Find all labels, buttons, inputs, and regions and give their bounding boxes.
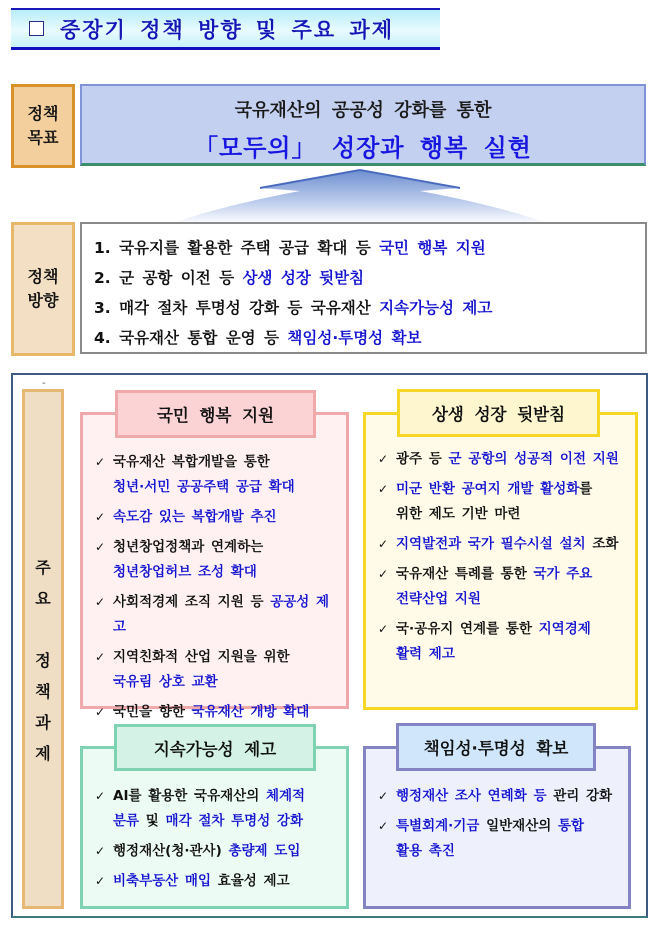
tasks-dot: - bbox=[42, 378, 46, 389]
task-highlight: 공공성 제고 bbox=[113, 594, 330, 635]
task-item-text bbox=[113, 505, 277, 530]
check-icon: ✓ bbox=[95, 455, 106, 469]
check-icon: ✓ bbox=[95, 844, 106, 858]
task-text: 를 bbox=[579, 481, 593, 497]
task-item-text bbox=[396, 784, 612, 809]
task-item-text bbox=[113, 475, 295, 500]
direction-text: 3. 매각 절차 투명성 강화 등 국유재산 bbox=[94, 299, 380, 317]
task-item bbox=[95, 450, 340, 500]
task-text: 위한 제도 기반 마련 bbox=[396, 506, 521, 522]
task-highlight: 전략산업 지원 bbox=[396, 591, 481, 607]
check-icon: ✓ bbox=[95, 510, 106, 524]
task-item-text bbox=[396, 532, 618, 557]
direction-text: 1. 국유지를 활용한 주택 공급 확대 등 bbox=[94, 239, 380, 257]
page-title: 중장기 정책 방향 및 주요 과제 bbox=[60, 17, 394, 42]
card-growth bbox=[363, 412, 638, 710]
up-arrow-icon bbox=[170, 168, 550, 224]
goal-box bbox=[80, 84, 646, 166]
task-highlight: 활력 제고 bbox=[396, 646, 455, 662]
task-item-text bbox=[113, 869, 290, 894]
task-item-text bbox=[396, 839, 455, 864]
check-icon: ✓ bbox=[95, 789, 106, 803]
task-item bbox=[378, 784, 622, 809]
card-sustain-list bbox=[95, 784, 340, 899]
task-item bbox=[95, 700, 340, 725]
task-item bbox=[378, 447, 629, 472]
check-icon bbox=[95, 670, 113, 695]
task-highlight: 국유림 상호 교환 bbox=[113, 674, 218, 690]
tasks-label-char: 요 bbox=[35, 589, 51, 608]
task-item-text bbox=[113, 645, 290, 670]
tasks-label-char: 주 bbox=[35, 558, 51, 577]
card-account-list bbox=[378, 784, 622, 869]
task-text: 지역친화적 산업 지원을 위한 bbox=[113, 649, 290, 665]
direction-highlight: 상생 성장 뒷받침 bbox=[242, 269, 365, 287]
task-item-text bbox=[113, 590, 340, 640]
section-title-bar bbox=[11, 8, 440, 50]
goal-label bbox=[11, 84, 75, 168]
task-highlight: 미군 반환 공여지 개발 활성화 bbox=[396, 481, 580, 497]
card-welfare-list bbox=[95, 450, 340, 730]
check-icon: ✓ bbox=[378, 789, 389, 803]
check-icon: ✓ bbox=[378, 482, 389, 496]
task-text: 국유재산 특례를 통한 bbox=[396, 566, 534, 582]
check-icon bbox=[95, 560, 113, 585]
task-item-text bbox=[396, 562, 592, 587]
direction-label bbox=[11, 222, 75, 356]
task-highlight: 지역경제 bbox=[538, 621, 591, 637]
check-icon bbox=[378, 587, 396, 612]
task-highlight: 속도감 있는 복합개발 추진 bbox=[113, 509, 277, 525]
task-item-text bbox=[113, 700, 309, 725]
direction-item bbox=[94, 263, 645, 293]
task-text: 및 bbox=[139, 813, 166, 829]
task-text: 관리 강화 bbox=[546, 788, 613, 804]
task-item-text bbox=[396, 502, 520, 527]
task-highlight: 청년창업허브 조성 확대 bbox=[113, 564, 257, 580]
task-highlight: 군 공항의 성공적 이전 지원 bbox=[448, 451, 619, 467]
tasks-label-char: 과 bbox=[35, 713, 51, 732]
task-text: 국민을 향한 bbox=[113, 704, 192, 720]
goal-label-line2: 목표 bbox=[27, 128, 59, 147]
task-text: 국유재산 복합개발을 통한 bbox=[113, 454, 270, 470]
check-icon: ✓ bbox=[95, 705, 106, 719]
task-item-text bbox=[396, 814, 584, 839]
direction-highlight: 국민 행복 지원 bbox=[379, 239, 486, 257]
task-highlight: 특별회계·기금 bbox=[396, 818, 480, 834]
card-welfare-title: 국민 행복 지원 bbox=[115, 390, 316, 438]
task-text: 청년창업정책과 연계하는 bbox=[113, 539, 264, 555]
task-item-text bbox=[113, 560, 257, 585]
task-text: 조화 bbox=[585, 536, 619, 552]
goal-subtitle: 국유재산의 공공성 강화를 통한 bbox=[234, 100, 492, 121]
task-item-text bbox=[113, 839, 300, 864]
task-item bbox=[378, 532, 629, 557]
task-highlight: 총량제 도입 bbox=[228, 843, 301, 859]
check-icon bbox=[95, 475, 113, 500]
check-icon: ✓ bbox=[95, 874, 106, 888]
task-item-text bbox=[396, 447, 619, 472]
goal-headline: 「모두의」 성장과 행복 실현 bbox=[194, 134, 532, 162]
direction-item bbox=[94, 323, 645, 353]
direction-box bbox=[80, 222, 647, 354]
task-highlight: 통합 bbox=[557, 818, 585, 834]
task-item-text bbox=[396, 642, 455, 667]
direction-label-line1: 정책 bbox=[27, 267, 59, 286]
task-highlight: 비축부동산 매입 bbox=[113, 873, 211, 889]
task-item-text bbox=[396, 617, 591, 642]
direction-text: 4. 국유재산 통합 운영 등 bbox=[94, 329, 288, 347]
card-welfare bbox=[80, 412, 349, 720]
tasks-label-char: 제 bbox=[35, 744, 51, 763]
task-item bbox=[95, 535, 340, 585]
task-item bbox=[378, 562, 629, 612]
tasks-label bbox=[22, 389, 64, 909]
card-growth-title: 상생 성장 뒷받침 bbox=[397, 389, 600, 437]
direction-label-line2: 방향 bbox=[27, 291, 59, 310]
task-item bbox=[95, 869, 340, 894]
task-highlight: 국유재산 개방 확대 bbox=[191, 704, 310, 720]
task-highlight: 지역발전과 국가 필수시설 설치 bbox=[396, 536, 586, 552]
goal-label-line1: 정책 bbox=[27, 104, 59, 123]
task-item-text bbox=[113, 670, 218, 695]
task-text: AI를 활용한 국유재산의 bbox=[113, 788, 266, 804]
task-text: 행정재산(청·관사) bbox=[113, 843, 229, 859]
task-text: 일반재산의 bbox=[479, 818, 558, 834]
task-item-text bbox=[396, 477, 592, 502]
task-item-text bbox=[113, 809, 303, 834]
check-icon: ✓ bbox=[95, 540, 106, 554]
tasks-label-char: 책 bbox=[35, 682, 51, 701]
task-item bbox=[378, 814, 622, 864]
task-item-text bbox=[113, 535, 263, 560]
task-highlight: 청년·서민 공공주택 공급 확대 bbox=[113, 479, 295, 495]
check-icon: ✓ bbox=[95, 650, 106, 664]
direction-item bbox=[94, 233, 645, 263]
task-text: 효율성 제고 bbox=[211, 873, 290, 889]
direction-highlight: 지속가능성 제고 bbox=[379, 299, 493, 317]
check-icon bbox=[378, 642, 396, 667]
check-icon bbox=[95, 809, 113, 834]
task-item-text bbox=[113, 450, 270, 475]
direction-highlight: 책임성·투명성 확보 bbox=[287, 329, 422, 347]
direction-item bbox=[94, 293, 645, 323]
task-item-text bbox=[396, 587, 481, 612]
card-sustain-title: 지속가능성 제고 bbox=[114, 724, 316, 771]
task-highlight: 활용 촉진 bbox=[396, 843, 455, 859]
task-highlight: 매각 절차 투명성 강화 bbox=[165, 813, 304, 829]
check-icon: ✓ bbox=[378, 567, 389, 581]
task-highlight: 국가 주요 bbox=[533, 566, 593, 582]
task-item bbox=[378, 477, 629, 527]
task-item bbox=[95, 505, 340, 530]
task-text: 사회적경제 조직 지원 등 bbox=[113, 594, 271, 610]
check-icon: ✓ bbox=[378, 819, 389, 833]
task-text: 국·공유지 연계를 통한 bbox=[396, 621, 539, 637]
task-text: 광주 등 bbox=[396, 451, 449, 467]
check-icon: ✓ bbox=[378, 537, 389, 551]
check-icon: ✓ bbox=[378, 452, 389, 466]
card-growth-list bbox=[378, 447, 629, 672]
task-item bbox=[378, 617, 629, 667]
task-highlight: 체계적 bbox=[265, 788, 306, 804]
task-highlight: 행정재산 조사 연례화 등 bbox=[396, 788, 547, 804]
task-item bbox=[95, 784, 340, 834]
task-item bbox=[95, 590, 340, 640]
direction-text: 2. 군 공항 이전 등 bbox=[94, 269, 243, 287]
task-item bbox=[95, 839, 340, 864]
check-icon bbox=[378, 502, 396, 527]
task-item-text bbox=[113, 784, 305, 809]
task-item bbox=[95, 645, 340, 695]
checkbox-square-icon bbox=[29, 21, 44, 36]
check-icon bbox=[378, 839, 396, 864]
check-icon: ✓ bbox=[95, 595, 106, 609]
tasks-label-char: 정 bbox=[35, 651, 51, 670]
card-account-title: 책임성·투명성 확보 bbox=[396, 723, 596, 771]
task-highlight: 분류 bbox=[113, 813, 140, 829]
check-icon: ✓ bbox=[378, 622, 389, 636]
